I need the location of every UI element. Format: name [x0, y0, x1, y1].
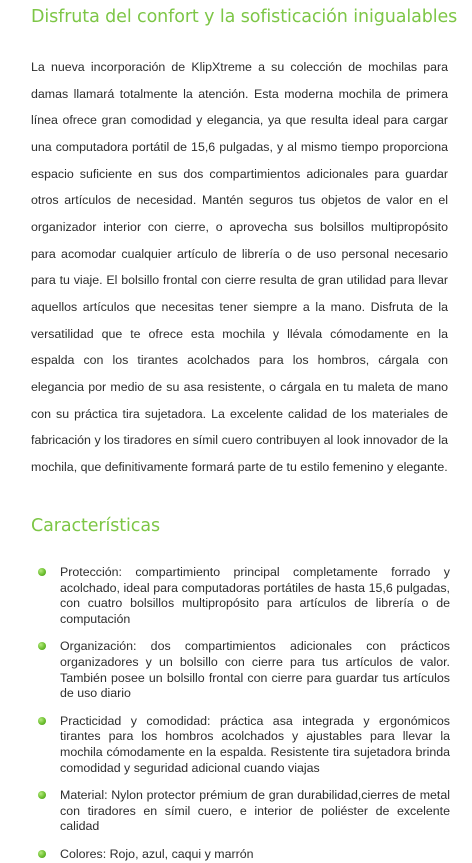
feature-item-material	[38, 788, 450, 835]
feature-text: Material: Nylon protector prémium de gran durabilidad,cierres de metal con tiradores en símil cuero, e interior de poliéster de excelente calidad	[60, 788, 450, 834]
intro-paragraph: La nueva incorporación de KlipXtreme a su colección de mochilas para damas llamará totalmente la atención. Esta moderna mochila de primera línea ofrece gran comodidad y elegancia, ya que resulta ideal para cargar una computadora portátil de 15,6 pulgadas, y al mismo tiempo proporciona espacio suficiente en sus dos compartimientos adicionales para guardar otros artículos de necesidad. Mantén seguros tus objetos de valor en el organizador interior con cierre, o aprovecha sus bolsillos multipropósito para acomodar cualquier artículo de librería o de uso personal necesario para tu viaje. El bolsillo frontal con cierre resulta de gran utilidad para llevar aquellos artículos que necesitas tener siempre a la mano. Disfruta de la versatilidad que te ofrece esta mochila y llévala cómodamente en la espalda con los tirantes acolchados para los hombros, cárgala con elegancia por medio de su asa resistente, o cárgala en tu maleta de mano con su práctica tira sujetadora. La excelente calidad de los materiales de fabricación y los tiradores en símil cuero contribuyen al look innovador de la mochila, que definitivamente formará parte de tu estilo femenino y elegante.	[31, 60, 448, 474]
green-bullet-icon	[38, 568, 46, 576]
feature-item-practicality	[38, 714, 450, 776]
green-bullet-icon	[38, 717, 46, 725]
green-bullet-icon	[38, 791, 46, 799]
feature-text: Protección: compartimiento principal completamente forrado y acolchado, ideal para computadoras portátiles de hasta 15,6 pulgadas, con cuatro bolsillos multipropósito para artículos de librería o de computación	[60, 565, 450, 626]
feature-item-protection	[38, 565, 450, 627]
section-heading-comfort: Disfruta del confort y la sofisticación inigualables	[31, 7, 458, 27]
feature-item-colors	[38, 847, 450, 863]
section-heading-features: Características	[31, 516, 160, 536]
green-bullet-icon	[38, 850, 46, 858]
feature-item-organization	[38, 639, 450, 701]
feature-text: Organización: dos compartimientos adicionales con prácticos organizadores y un bolsillo con cierre para tus artículos de valor. También posee un bolsillo frontal con cierre para guardar tus artículos de uso diario	[60, 639, 450, 701]
features-list	[38, 565, 450, 863]
green-bullet-icon	[38, 642, 46, 650]
feature-text: Practicidad y comodidad: práctica asa integrada y ergonómicos tirantes para los hombros acolchados y ajustables para llevar la mochila cómodamente en la espalda. Resistente tira sujetadora brinda comodidad y seguridad adicional cuando viajas	[60, 713, 450, 775]
feature-text: Colores: Rojo, azul, caqui y marrón	[60, 846, 254, 861]
